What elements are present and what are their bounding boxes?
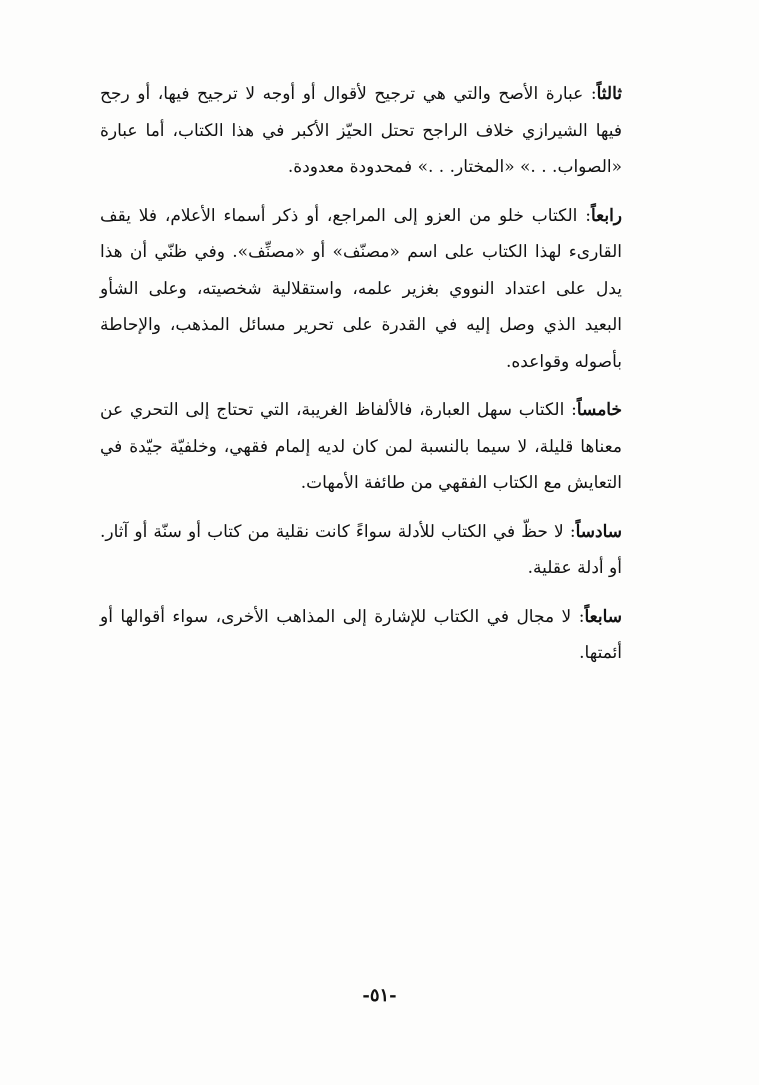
paragraph-lead: رابعاً: [590, 205, 622, 226]
paragraph-text: : لا حظّ في الكتاب للأدلة سواءً كانت نقلية من كتاب أو سنّة أو آثار. أو أدلة عقلية.: [100, 521, 622, 578]
paragraph-lead: سادساً: [575, 521, 622, 542]
paragraph-text: : لا مجال في الكتاب للإشارة إلى المذاهب الأخرى، سواء أقوالها أو أئمتها.: [100, 606, 622, 663]
paragraph-sixth: [100, 514, 622, 587]
paragraph-fifth: [100, 392, 622, 502]
page-number: -٥١-: [362, 985, 397, 1006]
paragraph-seventh: [100, 599, 622, 672]
paragraph-third: [100, 76, 622, 186]
paragraph-fourth: [100, 198, 622, 381]
paragraph-text: : الكتاب خلو من العزو إلى المراجع، أو ذكر أسماء الأعلام، فلا يقف القارىء لهذا الكتاب على اسم «مصنّف» أو «مصنِّف». وفي ظنّي أن هذا يدل على اعتداد النووي بغزير علمه، واستقلالية شخصيته، وعلى الشأو البعيد الذي وصل إليه في القدرة على تحرير مسائل المذهب، والإحاطة بأصوله وقواعده.: [100, 205, 622, 372]
paragraph-text: : الكتاب سهل العبارة، فالألفاظ الغريبة، التي تحتاج إلى التحري عن معناها قليلة، لا سيما بالنسبة لمن كان لديه إلمام فقهي، وخلفيّة جيّدة في التعايش مع الكتاب الفقهي من طائفة الأمهات.: [100, 400, 622, 493]
paragraph-text: : عبارة الأصح والتي هي ترجيح لأقوال أو أوجه لا ترجيح فيها، أو رجح فيها الشيرازي خلاف الراجح تحتل الحيّز الأكبر في هذا الكتاب، أما عبارة «الصواب. . .» «المختار. . .» فمحدودة معدودة.: [100, 84, 622, 177]
paragraph-lead: سابعاً: [584, 606, 622, 627]
page-body: [100, 76, 622, 684]
paragraph-lead: ثالثاً: [596, 84, 622, 104]
paragraph-lead: خامساً: [576, 400, 622, 420]
